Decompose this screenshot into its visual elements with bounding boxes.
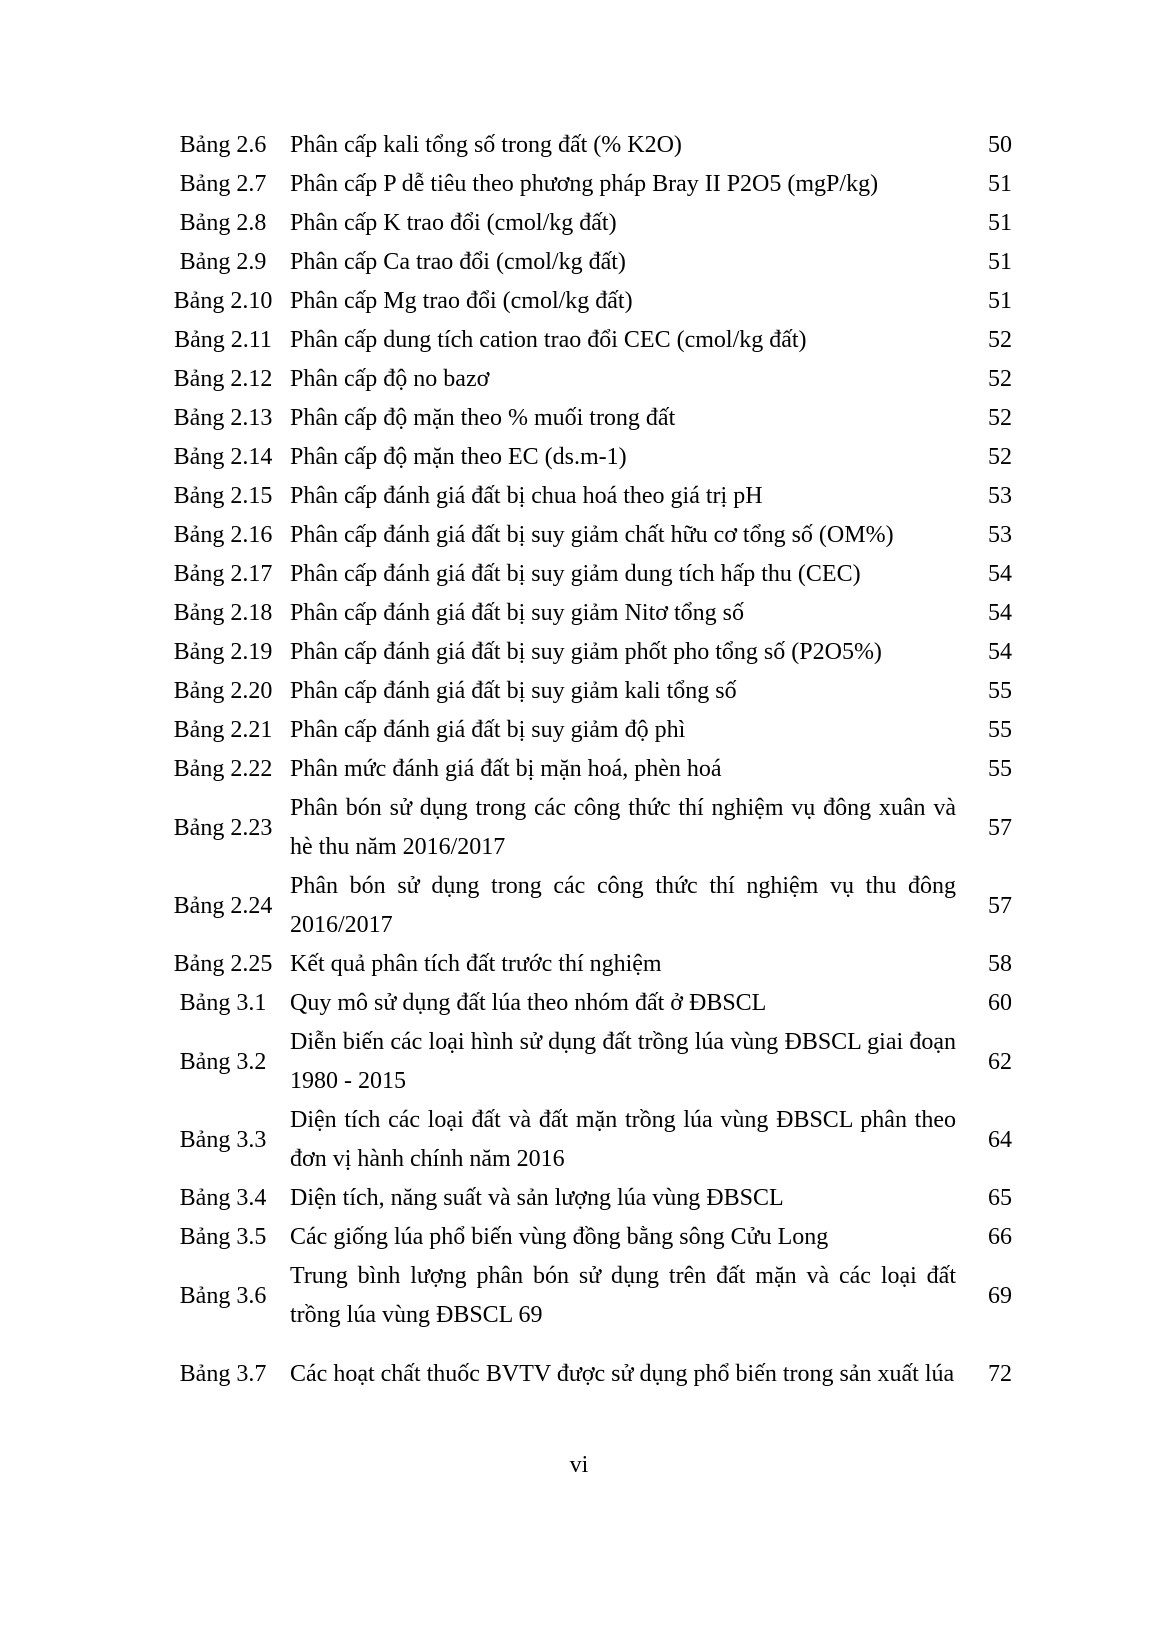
table-label: Bảng 2.24	[173, 892, 273, 919]
toc-row	[160, 1023, 1030, 1101]
toc-row	[160, 945, 1030, 984]
toc-row	[160, 633, 1030, 672]
page-ref: 52	[988, 444, 1012, 470]
table-label: Bảng 2.25	[173, 951, 273, 977]
table-label: Bảng 2.9	[179, 249, 267, 275]
table-label: Bảng 2.20	[173, 678, 273, 704]
toc-row	[160, 867, 1030, 945]
toc-row	[160, 1335, 1030, 1413]
page-ref: 51	[988, 210, 1012, 236]
toc-row	[160, 1101, 1030, 1179]
table-label: Bảng 2.13	[173, 405, 273, 431]
table-label: Bảng 2.8	[179, 210, 267, 236]
table-label: Bảng 2.22	[173, 756, 273, 782]
table-title: Phân cấp đánh giá đất bị suy giảm Nitơ tổng số	[290, 600, 744, 626]
table-label: Bảng 2.12	[173, 366, 273, 392]
table-title: Phân cấp kali tổng số trong đất (% K2O)	[290, 132, 682, 158]
table-title: Diễn biến các loại hình sử dụng đất trồng lúa vùng ĐBSCL giai đoạn 1980 - 2015	[290, 1029, 956, 1094]
page-ref: 62	[988, 1048, 1012, 1075]
table-label: Bảng 3.1	[179, 990, 267, 1016]
table-label: Bảng 2.10	[173, 288, 273, 314]
table-label: Bảng 2.23	[173, 814, 273, 841]
table-label: Bảng 2.11	[174, 327, 272, 353]
page-ref: 72	[988, 1360, 1012, 1387]
page-ref: 55	[988, 717, 1012, 743]
table-title: Phân cấp đánh giá đất bị suy giảm chất hữu cơ tổng số (OM%)	[290, 522, 894, 548]
table-label: Bảng 3.6	[179, 1282, 267, 1309]
toc-row	[160, 126, 1030, 165]
table-title: Phân cấp đánh giá đất bị suy giảm dung tích hấp thu (CEC)	[290, 561, 861, 587]
page-ref: 58	[988, 951, 1012, 977]
page-ref: 55	[988, 756, 1012, 782]
page-ref: 51	[988, 288, 1012, 314]
page-ref: 52	[988, 327, 1012, 353]
table-title: Phân cấp Mg trao đổi (cmol/kg đất)	[290, 288, 633, 314]
toc-row	[160, 321, 1030, 360]
table-label: Bảng 3.7	[179, 1360, 267, 1387]
table-title: Phân cấp đánh giá đất bị suy giảm kali tổng số	[290, 678, 737, 704]
table-label: Bảng 2.16	[173, 522, 273, 548]
toc-row	[160, 555, 1030, 594]
table-title: Phân cấp đánh giá đất bị suy giảm độ phì	[290, 717, 686, 743]
page-ref: 51	[988, 249, 1012, 275]
table-label: Bảng 2.15	[173, 483, 273, 509]
page-ref: 52	[988, 366, 1012, 392]
table-label: Bảng 2.18	[173, 600, 273, 626]
page-ref: 54	[988, 600, 1012, 626]
table-title: Phân mức đánh giá đất bị mặn hoá, phèn hoá	[290, 756, 722, 782]
table-label: Bảng 3.2	[179, 1048, 267, 1075]
toc-row	[160, 984, 1030, 1023]
table-title: Diện tích các loại đất và đất mặn trồng lúa vùng ĐBSCL phân theo đơn vị hành chính năm 2016	[290, 1107, 956, 1172]
page-ref: 52	[988, 405, 1012, 431]
toc-row	[160, 1179, 1030, 1218]
table-label: Bảng 2.17	[173, 561, 273, 587]
table-title: Trung bình lượng phân bón sử dụng trên đất mặn và các loại đất trồng lúa vùng ĐBSCL 69	[290, 1263, 956, 1328]
table-title: Phân cấp độ no bazơ	[290, 366, 490, 392]
table-label: Bảng 3.4	[179, 1185, 267, 1211]
toc-row	[160, 789, 1030, 867]
page-ref: 57	[988, 892, 1012, 919]
toc-row	[160, 243, 1030, 282]
page-ref: 55	[988, 678, 1012, 704]
page-ref: 51	[988, 171, 1012, 197]
table-label: Bảng 2.6	[179, 132, 267, 158]
table-title: Kết quả phân tích đất trước thí nghiệm	[290, 951, 662, 977]
toc-row	[160, 399, 1030, 438]
table-title: Phân cấp độ mặn theo % muối trong đất	[290, 405, 676, 431]
table-label: Bảng 3.5	[179, 1224, 267, 1250]
table-title: Phân cấp Ca trao đổi (cmol/kg đất)	[290, 249, 626, 275]
page-ref: 69	[988, 1282, 1012, 1309]
page-ref: 54	[988, 639, 1012, 665]
table-title: Quy mô sử dụng đất lúa theo nhóm đất ở ĐBSCL	[290, 990, 767, 1016]
table-title: Phân cấp P dễ tiêu theo phương pháp Bray II P2O5 (mgP/kg)	[290, 171, 879, 197]
toc-row	[160, 672, 1030, 711]
table-title: Các giống lúa phổ biến vùng đồng bằng sông Cửu Long	[290, 1224, 829, 1250]
toc-row	[160, 282, 1030, 321]
table-title: Phân bón sử dụng trong các công thức thí nghiệm vụ đông xuân và hè thu năm 2016/2017	[290, 795, 956, 860]
page-ref: 50	[988, 132, 1012, 158]
table-label: Bảng 2.19	[173, 639, 273, 665]
page-ref: 53	[988, 522, 1012, 548]
table-title: Phân cấp dung tích cation trao đổi CEC (cmol/kg đất)	[290, 327, 807, 353]
toc-row	[160, 204, 1030, 243]
page-ref: 60	[988, 990, 1012, 1016]
page-ref: 65	[988, 1185, 1012, 1211]
table-label: Bảng 2.7	[179, 171, 267, 197]
table-label: Bảng 2.14	[173, 444, 273, 470]
toc-row	[160, 750, 1030, 789]
table-title: Phân bón sử dụng trong các công thức thí nghiệm vụ thu đông 2016/2017	[290, 873, 956, 938]
table-label: Bảng 2.21	[173, 717, 273, 743]
table-title: Phân cấp độ mặn theo EC (ds.m-1)	[290, 444, 627, 470]
toc-row	[160, 477, 1030, 516]
toc-row	[160, 594, 1030, 633]
table-title: Phân cấp đánh giá đất bị chua hoá theo giá trị pH	[290, 483, 763, 509]
table-title: Diện tích, năng suất và sản lượng lúa vùng ĐBSCL	[290, 1185, 784, 1211]
page-ref: 54	[988, 561, 1012, 587]
toc-row	[160, 438, 1030, 477]
page-number: vi	[569, 1452, 589, 1478]
page-ref: 64	[988, 1126, 1012, 1153]
table-title: Các hoạt chất thuốc BVTV được sử dụng phổ biến trong sản xuất lúa	[290, 1360, 955, 1387]
table-title: Phân cấp đánh giá đất bị suy giảm phốt pho tổng số (P2O5%)	[290, 639, 882, 665]
page-ref: 57	[988, 814, 1012, 841]
table-title: Phân cấp K trao đổi (cmol/kg đất)	[290, 210, 617, 236]
page-ref: 66	[988, 1224, 1012, 1250]
toc-row	[160, 516, 1030, 555]
toc-row	[160, 1218, 1030, 1257]
page-ref: 53	[988, 483, 1012, 509]
table-label: Bảng 3.3	[179, 1126, 267, 1153]
table-of-tables	[160, 126, 1030, 1413]
toc-row	[160, 360, 1030, 399]
toc-row	[160, 711, 1030, 750]
toc-row	[160, 165, 1030, 204]
toc-row	[160, 1257, 1030, 1335]
